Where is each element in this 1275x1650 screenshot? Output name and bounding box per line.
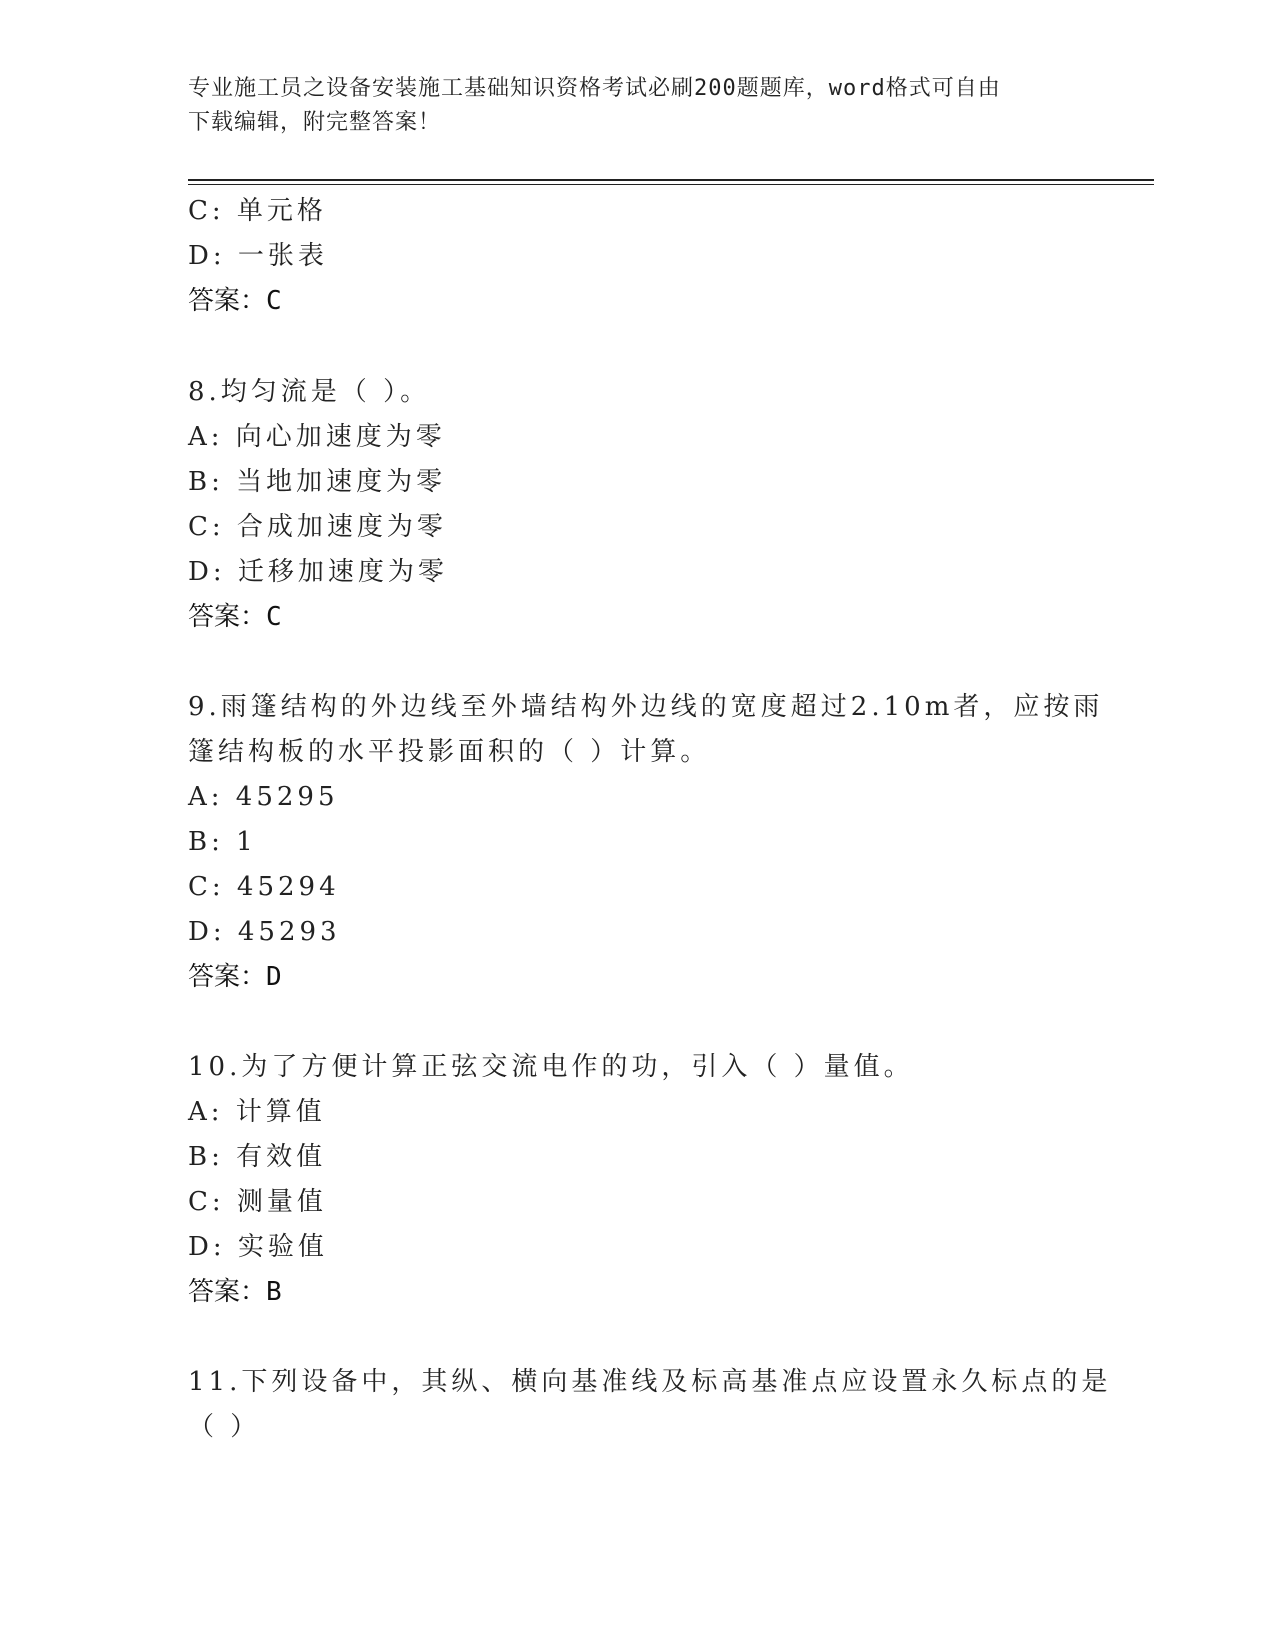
prev-option-d: D: 一张表 [188, 241, 328, 271]
q8-answer: 答案：C [188, 602, 282, 632]
q9-question-line1: 9.雨篷结构的外边线至外墙结构外边线的宽度超过2.10m者，应按雨 [188, 692, 1104, 722]
prev-option-c: C: 单元格 [188, 196, 327, 226]
prev-answer: 答案：C [188, 286, 282, 316]
q10-option-c: C: 测量值 [188, 1187, 327, 1217]
header-rule-thin [188, 184, 1154, 185]
q8-option-b: B: 当地加速度为零 [188, 467, 447, 497]
q10-option-a: A: 计算值 [188, 1097, 326, 1127]
q8-option-a: A: 向心加速度为零 [188, 422, 446, 452]
header-rule-thick [188, 179, 1154, 181]
q10-option-d: D: 实验值 [188, 1232, 328, 1262]
q8-option-d: D: 迁移加速度为零 [188, 557, 448, 587]
q9-option-d: D: 45293 [188, 917, 341, 947]
q11-question-line2: （ ） [188, 1412, 261, 1442]
q9-option-b: B: 1 [188, 827, 257, 857]
q11-question-line1: 11.下列设备中，其纵、横向基准线及标高基准点应设置永久标点的是 [188, 1367, 1112, 1397]
header-title-line1: 专业施工员之设备安装施工基础知识资格考试必刷200题题库，word格式可自由 [188, 76, 1001, 101]
q9-option-c: C: 45294 [188, 872, 340, 902]
q9-option-a: A: 45295 [188, 782, 339, 812]
q9-question-line2: 篷结构板的水平投影面积的（ ）计算。 [188, 737, 711, 767]
q10-option-b: B: 有效值 [188, 1142, 327, 1172]
q8-option-c: C: 合成加速度为零 [188, 512, 447, 542]
header-title-line2: 下载编辑，附完整答案！ [188, 110, 442, 135]
document-header [188, 72, 1068, 140]
q8-question: 8.均匀流是（ ）。 [188, 377, 431, 407]
q10-answer: 答案：B [188, 1277, 282, 1307]
q10-question: 10.为了方便计算正弦交流电作的功，引入（ ）量值。 [188, 1052, 914, 1082]
q9-answer: 答案：D [188, 962, 282, 992]
